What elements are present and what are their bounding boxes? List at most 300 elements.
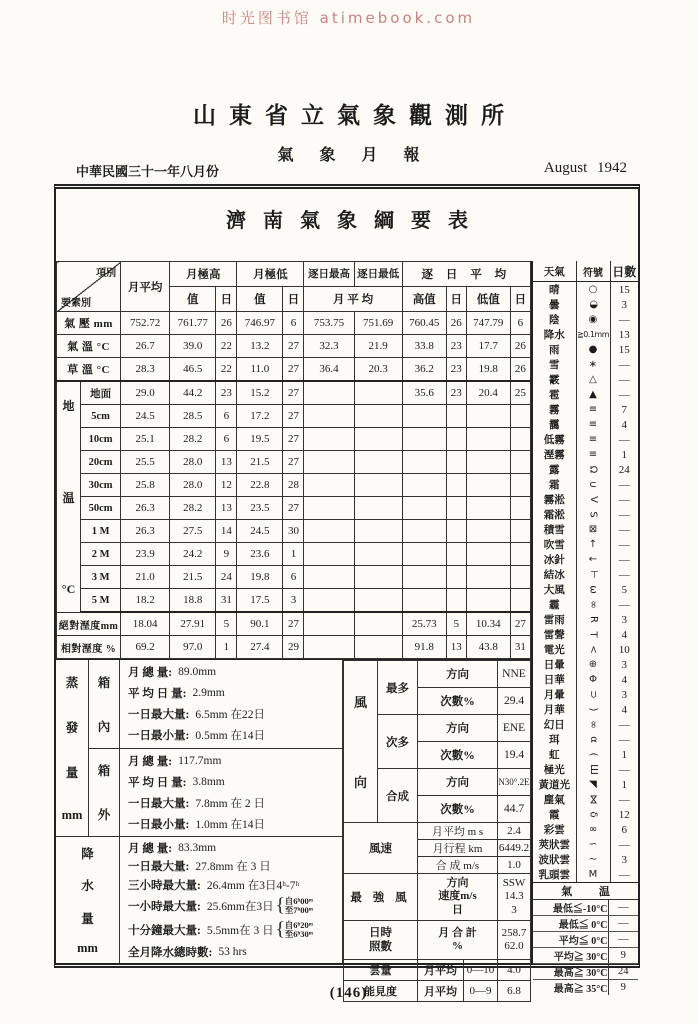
strongest-wind-values	[498, 874, 531, 921]
value-cell: 5	[216, 612, 237, 636]
value-cell: 27	[283, 358, 304, 382]
report-title: 氣象月報	[277, 147, 446, 164]
value-cell: 13	[216, 497, 237, 520]
value-cell: 1	[283, 543, 304, 566]
weather-days-count: 1	[621, 748, 627, 761]
soil-temp-row	[57, 566, 531, 589]
value-cell	[354, 381, 402, 405]
value-cell: 752.72	[121, 312, 170, 335]
header-monthly-mean: 月平均	[121, 262, 170, 312]
value-cell: 1	[216, 636, 237, 659]
label-char: 温	[62, 491, 75, 506]
header-monthly-min: 月極低	[237, 262, 304, 287]
weather-days-count: 1	[621, 778, 627, 791]
wind-most-frequent-percent: 29.4	[498, 688, 531, 715]
value-cell: 27.91	[170, 612, 216, 636]
weather-symbol-cell	[576, 297, 610, 312]
value-cell: 23	[446, 335, 466, 358]
weather-symbol-cell	[576, 822, 610, 837]
weather-label: 大風	[533, 582, 576, 597]
value-cell	[402, 520, 446, 543]
sunshine-total-key: 月 合 計	[438, 926, 477, 939]
weather-days-count: 10	[618, 643, 630, 656]
value-cell: 751.69	[354, 312, 402, 335]
weather-row	[533, 672, 638, 687]
stat-line	[128, 816, 340, 832]
brace-line: 自6ʰ20ᵐ	[284, 919, 313, 930]
weather-days-count: —	[618, 793, 630, 806]
stat-line	[128, 706, 340, 722]
value-cell	[466, 589, 510, 613]
label-char: 日時	[369, 927, 392, 939]
stat-line	[128, 840, 340, 856]
value-cell: 31	[216, 589, 237, 613]
wind-second-direction: ENE	[498, 715, 531, 742]
temp-days-count: 9	[608, 980, 638, 996]
weather-symbol-cell	[576, 372, 610, 387]
weather-row	[533, 792, 638, 807]
value-cell: 10.34	[466, 612, 510, 636]
value-cell: 11.0	[237, 358, 283, 382]
value-cell: 13.2	[237, 335, 283, 358]
brace-line: 至6ʰ30ᵐ	[284, 929, 313, 940]
value-cell	[466, 451, 510, 474]
weather-label: 月暈	[533, 687, 576, 702]
value-cell: 23.9	[121, 543, 170, 566]
value-cell: 26.3	[121, 497, 170, 520]
value-cell: 6	[510, 312, 530, 335]
humidity-row	[57, 636, 531, 659]
visibility-mean-value: 6.8	[498, 981, 531, 1002]
value-cell: 18.2	[121, 589, 170, 613]
low-fog-icon: ≡	[588, 434, 598, 445]
corner-top-label: 項別	[96, 268, 117, 279]
thunder-icon: T	[587, 631, 599, 638]
weather-days-count: —	[618, 388, 630, 401]
surface-row	[57, 312, 531, 335]
header-day: 日	[510, 287, 530, 312]
blowing-snow-icon: ↑	[588, 539, 598, 550]
weather-days-count: 15	[618, 343, 630, 356]
weather-symbol-cell	[576, 717, 610, 732]
value-cell	[446, 474, 466, 497]
value-cell	[402, 405, 446, 428]
corner-header	[57, 262, 121, 312]
weather-row	[533, 702, 638, 717]
weather-row	[533, 492, 638, 507]
soil-temp-row	[57, 497, 531, 520]
weather-days-count: —	[618, 313, 630, 326]
cloud-mean-value: 4.0	[498, 960, 531, 981]
row-label: 相對溼度 %	[57, 636, 121, 659]
watermark: 时光图书馆 atimebook.com	[221, 9, 476, 27]
snow-cover-icon: ⊠	[588, 524, 598, 535]
header-monthly-max: 月極高	[170, 262, 237, 287]
weather-symbol-cell	[576, 327, 610, 342]
label-char: 向	[353, 775, 367, 791]
header-value: 值	[170, 287, 216, 312]
surface-row	[57, 358, 531, 382]
weather-label: 虹	[533, 747, 576, 762]
weather-label: 雪	[533, 357, 576, 372]
pan-inner-label	[89, 660, 120, 748]
value-cell: 27.4	[237, 636, 283, 659]
weather-symbol-cell	[576, 627, 610, 642]
soil-temp-row	[57, 543, 531, 566]
weather-label: 溼霧	[533, 447, 576, 462]
wind-speed-mean-value: 2.4	[498, 823, 531, 840]
aurora-icon: Ш	[587, 764, 599, 775]
value-cell: 28.0	[170, 474, 216, 497]
weather-row	[533, 762, 638, 777]
weather-days-count: —	[618, 838, 630, 851]
temp-threshold-row	[533, 900, 638, 916]
strongest-wind-speed: 14.3	[504, 890, 524, 903]
value-cell: 21.5	[237, 451, 283, 474]
date-chinese: 中華民國三十一年八月份	[76, 164, 220, 179]
precipitation-lines	[120, 837, 342, 963]
stat-line	[128, 753, 340, 769]
value-cell: 24.2	[170, 543, 216, 566]
weather-row	[533, 822, 638, 837]
visibility-scale: 0—9	[464, 981, 498, 1002]
temp-condition: 平均≧ 30°C	[533, 948, 608, 964]
partly-cloudy-icon: ◑	[587, 300, 599, 309]
value-cell	[446, 589, 466, 613]
value-cell	[304, 381, 354, 405]
weather-symbol-cell	[576, 477, 610, 492]
weather-row	[533, 582, 638, 597]
weather-label: 霧淞	[533, 492, 576, 507]
value-cell: 33.8	[402, 335, 446, 358]
sunshine-percent-value: 62.0	[504, 940, 524, 952]
label-char: 蒸	[65, 676, 79, 691]
weather-days-count: —	[618, 373, 630, 386]
value-cell: 31	[510, 636, 530, 659]
value-cell: 43.8	[466, 636, 510, 659]
weather-label: 雷聲	[533, 627, 576, 642]
soil-temp-row	[57, 589, 531, 613]
fog-icon: ≡	[588, 404, 598, 415]
value-cell: 91.8	[402, 636, 446, 659]
value-cell: 13	[216, 451, 237, 474]
stat-value: 1.0mm 在14日	[195, 818, 265, 831]
value-cell: 761.77	[170, 312, 216, 335]
value-cell	[466, 405, 510, 428]
weather-row	[533, 567, 638, 582]
weather-row	[533, 537, 638, 552]
stat-key: 三小時最大量:	[128, 879, 201, 892]
weather-days-count: 3	[621, 853, 627, 866]
weather-row	[533, 462, 638, 477]
soil-temp-row	[57, 405, 531, 428]
value-cell	[304, 474, 354, 497]
weather-symbol-cell	[576, 582, 610, 597]
stat-value: 26.4mm 在3日4ʰ-7ʰ	[206, 879, 300, 892]
header-day: 日	[283, 287, 304, 312]
value-cell: 24	[216, 566, 237, 589]
weather-symbol-cell	[576, 867, 610, 882]
stat-value: 53 hrs	[218, 945, 247, 958]
date-english: August 1942	[543, 160, 627, 176]
wind-most-frequent-label: 最多	[378, 661, 418, 715]
weather-symbol-cell	[576, 702, 610, 717]
weather-days-count: —	[618, 358, 630, 371]
weather-label: 莢狀雲	[533, 837, 576, 852]
undulatus-cloud-icon: ∼	[588, 854, 598, 865]
value-cell	[354, 589, 402, 613]
brace-glyph: {	[275, 919, 285, 941]
evaporation-detail	[89, 660, 342, 836]
weather-days-count: —	[618, 523, 630, 536]
weather-symbol-cell	[576, 747, 610, 762]
stat-key: 一日最小量:	[128, 818, 190, 831]
weather-label: 吹雪	[533, 537, 576, 552]
rain-icon: ●	[588, 344, 598, 355]
weather-row	[533, 552, 638, 567]
row-label: 氣 溫 °C	[57, 335, 121, 358]
iridescent-cloud-icon: ∞	[588, 824, 598, 835]
soil-depth-label: 20cm	[81, 451, 121, 474]
value-cell	[446, 497, 466, 520]
value-cell	[354, 566, 402, 589]
temperature-section-title: 氣 温	[533, 883, 638, 900]
value-cell: 22.8	[237, 474, 283, 497]
weather-label: 雨	[533, 342, 576, 357]
value-cell	[354, 612, 402, 636]
weather-row	[533, 597, 638, 612]
value-cell	[304, 520, 354, 543]
wind-table	[343, 660, 531, 1002]
frequency-key: 次數%	[418, 688, 498, 715]
value-cell	[304, 405, 354, 428]
weather-symbol-cell	[576, 552, 610, 567]
solar-halo-icon: ⊕	[588, 659, 598, 670]
value-cell: 6	[283, 312, 304, 335]
stat-value: 117.7mm	[178, 754, 222, 767]
evaporation-label	[56, 660, 89, 836]
rime-icon: V	[587, 496, 599, 503]
value-cell: 90.1	[237, 612, 283, 636]
solar-corona-icon: Φ	[589, 674, 597, 685]
direction-key: 方向	[418, 769, 498, 796]
value-cell: 24.5	[121, 405, 170, 428]
humidity-row	[57, 612, 531, 636]
soil-depth-label: 10cm	[81, 428, 121, 451]
value-cell: 17.7	[466, 335, 510, 358]
haze-icon: ∞	[587, 600, 599, 609]
wind-resultant-speed-key: 合 成 m/s	[418, 857, 498, 874]
wet-fog-icon: ≡	[588, 449, 598, 460]
weather-symbol-cell	[576, 612, 610, 627]
value-cell	[446, 428, 466, 451]
stat-line	[128, 858, 340, 874]
value-cell: 13	[446, 636, 466, 659]
weather-symbol-cell	[576, 642, 610, 657]
value-cell: 36.4	[304, 358, 354, 382]
value-cell	[402, 543, 446, 566]
value-cell: 28.2	[170, 497, 216, 520]
temp-condition: 最低≦ 0°C	[533, 916, 608, 932]
lenticular-cloud-icon: ∽	[588, 839, 598, 850]
value-cell: 27	[283, 451, 304, 474]
stat-line	[128, 664, 340, 680]
institution-title: 山東省立氣象觀測所	[193, 103, 517, 128]
value-cell: 25.1	[121, 428, 170, 451]
soil-temp-row	[57, 474, 531, 497]
weather-row	[533, 417, 638, 432]
value-cell: 29.0	[121, 381, 170, 405]
value-cell	[402, 497, 446, 520]
wind-resultant-percent: 44.7	[498, 796, 531, 823]
weather-row	[533, 312, 638, 327]
value-cell	[304, 612, 354, 636]
weather-symbol-cell	[576, 417, 610, 432]
soil-depth-label: 30cm	[81, 474, 121, 497]
weather-row	[533, 327, 638, 342]
weather-row	[533, 732, 638, 747]
weather-row	[533, 777, 638, 792]
weather-label: 露	[533, 462, 576, 477]
weather-symbol-cell	[576, 522, 610, 537]
soil-depth-label: 地面	[81, 381, 121, 405]
soil-temp-row	[57, 428, 531, 451]
value-cell: 23	[216, 381, 237, 405]
weather-label: 雹	[533, 387, 576, 402]
hail-icon: ▲	[589, 389, 597, 400]
value-cell	[402, 428, 446, 451]
value-cell	[354, 636, 402, 659]
precipitation-label	[56, 837, 120, 963]
value-cell	[510, 520, 530, 543]
visibility-mean-key: 月平均	[418, 981, 464, 1002]
value-cell: 27	[510, 612, 530, 636]
stat-key: 一小時最大量:	[128, 901, 201, 914]
value-cell	[304, 451, 354, 474]
value-cell	[446, 566, 466, 589]
weather-symbol-cell	[576, 357, 610, 372]
weather-row	[533, 507, 638, 522]
weather-days-count: 3	[621, 613, 627, 626]
wind-direction-label-cell	[344, 661, 378, 823]
sunshine-values	[498, 921, 531, 960]
wind-speed-label: 風速	[344, 823, 418, 874]
stat-value: 25.6mm在3日	[206, 901, 274, 914]
brace-glyph: {	[275, 895, 285, 917]
stat-line	[128, 685, 340, 701]
weather-days-count: 12	[618, 808, 630, 821]
stat-key: 平 均 日 量:	[128, 688, 187, 701]
strongest-wind-keys	[418, 874, 498, 921]
weather-row	[533, 867, 638, 882]
row-label: 氣 壓 mm	[57, 312, 121, 335]
value-cell: 753.75	[304, 312, 354, 335]
value-cell	[304, 566, 354, 589]
weather-row	[533, 432, 638, 447]
value-cell: 20.4	[466, 381, 510, 405]
brace-line: 至7ʰ00ᵐ	[284, 905, 313, 916]
weather-label: 曇	[533, 297, 576, 312]
weather-days-count: 4	[621, 703, 627, 716]
value-cell	[354, 520, 402, 543]
value-cell	[304, 589, 354, 613]
value-cell: 35.6	[402, 381, 446, 405]
value-cell	[446, 451, 466, 474]
soil-temp-row	[57, 520, 531, 543]
value-cell	[466, 520, 510, 543]
stat-line	[128, 895, 340, 917]
value-cell: 27	[283, 428, 304, 451]
weather-days-count: —	[618, 478, 630, 491]
value-cell: 97.0	[170, 636, 216, 659]
sunshine-keys	[418, 921, 498, 960]
temp-condition: 最低≦-10°C	[533, 900, 608, 916]
stat-value: 0.5mm 在14日	[195, 730, 265, 743]
symbol-header: 符號	[576, 261, 610, 282]
sunshine-label	[344, 926, 417, 954]
weather-label: 波狀雲	[533, 852, 576, 867]
soil-temp-row	[57, 451, 531, 474]
value-cell: 21.5	[170, 566, 216, 589]
soil-depth-label: 3 M	[81, 566, 121, 589]
temp-days-count: —	[608, 916, 638, 932]
value-cell: 27.5	[170, 520, 216, 543]
header-value: 值	[237, 287, 283, 312]
weather-row	[533, 297, 638, 312]
pan-outer-lines	[120, 749, 342, 837]
stat-line	[128, 795, 340, 811]
weather-row	[533, 387, 638, 402]
weather-symbol-cell	[576, 792, 610, 807]
weather-row	[533, 747, 638, 762]
weather-label: 珥	[533, 732, 576, 747]
weather-symbol-cell	[576, 777, 610, 792]
weather-label: 霞	[533, 807, 576, 822]
weather-row	[533, 282, 638, 298]
page-number: (146)	[329, 985, 368, 1001]
value-cell	[510, 543, 530, 566]
value-cell: 3	[283, 589, 304, 613]
weather-row	[533, 807, 638, 822]
value-cell: 6	[283, 566, 304, 589]
value-cell: 26	[216, 312, 237, 335]
value-cell: 19.8	[237, 566, 283, 589]
value-cell: 22	[216, 358, 237, 382]
dust-icon: ⋈	[587, 794, 599, 805]
weather-symbol-cell	[576, 732, 610, 747]
weather-symbol-column	[533, 261, 638, 995]
precipitation-icon: ≧0.1mm	[576, 330, 609, 339]
stat-key: 平 均 日 量:	[128, 776, 187, 789]
stat-value: 5.5mm在 3 日	[206, 925, 274, 938]
label-char: 箱	[97, 675, 111, 690]
main-summary-table	[56, 261, 531, 659]
cloud-amount-label: 雲量	[344, 960, 418, 981]
temp-condition: 平均≦ 0°C	[533, 932, 608, 948]
weather-row	[533, 522, 638, 537]
value-cell	[510, 474, 530, 497]
value-cell: 5	[446, 612, 466, 636]
weather-label: 極光	[533, 762, 576, 777]
glow-icon: δ	[587, 811, 599, 818]
lightning-icon: <	[587, 645, 599, 654]
sunshine-percent-key: %	[452, 940, 463, 952]
label-char: 地	[62, 398, 75, 413]
soil-depth-label: 2 M	[81, 543, 121, 566]
weather-symbol-cell	[576, 537, 610, 552]
soil-depth-label: 5 M	[81, 589, 121, 613]
sunshine-label-cell	[344, 921, 418, 960]
